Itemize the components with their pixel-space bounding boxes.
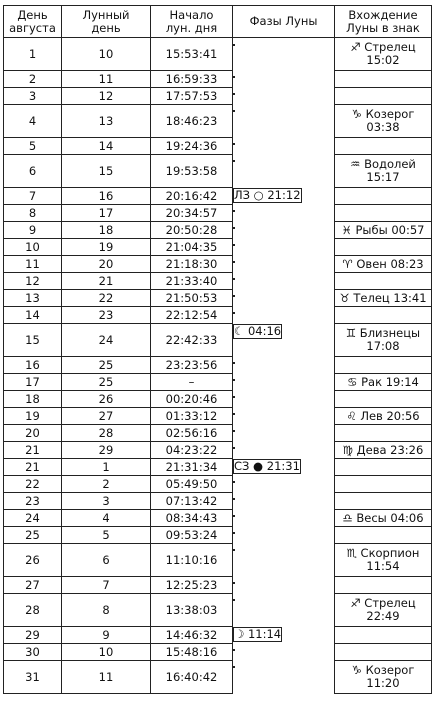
day-cell: 14 bbox=[4, 307, 62, 324]
header-sign bbox=[335, 6, 432, 38]
zodiac-entry-cell bbox=[335, 391, 432, 408]
day-cell: 16 bbox=[4, 357, 62, 374]
zodiac-entry-cell bbox=[335, 273, 432, 290]
header-lunar-line1: Лунный bbox=[82, 8, 130, 22]
day-cell: 18 bbox=[4, 391, 62, 408]
zodiac-entry-cell bbox=[335, 256, 432, 273]
day-cell: 26 bbox=[4, 544, 62, 577]
table-row bbox=[4, 188, 432, 205]
table-row bbox=[4, 324, 432, 357]
start-time-cell: 20:34:57 bbox=[151, 205, 233, 222]
moon-phase-cell bbox=[233, 244, 235, 246]
table-row bbox=[4, 71, 432, 88]
start-time-cell: 21:31:34 bbox=[151, 459, 233, 476]
table-body bbox=[4, 38, 432, 694]
start-time-cell: 19:24:36 bbox=[151, 138, 233, 155]
zodiac-entry-cell bbox=[335, 442, 432, 459]
header-sign-line1: Вхождение bbox=[348, 8, 418, 22]
zodiac-entry-cell bbox=[335, 476, 432, 493]
table-row bbox=[4, 425, 432, 442]
zodiac-entry-time: 15:17 bbox=[366, 170, 400, 184]
lunar-day-cell: 25 bbox=[62, 374, 151, 391]
day-cell: 30 bbox=[4, 644, 62, 661]
zodiac-entry-cell bbox=[335, 544, 432, 577]
moon-phase-cell bbox=[233, 396, 235, 398]
moon-phase-cell bbox=[233, 93, 235, 95]
moon-phase-cell bbox=[233, 362, 235, 364]
moon-phase-cell bbox=[233, 44, 235, 46]
day-cell: 4 bbox=[4, 105, 62, 138]
header-day-line2: августа bbox=[9, 20, 56, 35]
moon-phase-cell bbox=[233, 413, 235, 415]
zodiac-entry-time: 11:54 bbox=[366, 559, 400, 573]
zodiac-entry-cell bbox=[335, 307, 432, 324]
table-row bbox=[4, 459, 432, 476]
lunar-day-cell: 16 bbox=[62, 188, 151, 205]
start-time-cell: – bbox=[151, 374, 233, 391]
zodiac-sign-label: ♐ Стрелец bbox=[350, 596, 416, 610]
day-cell: 20 bbox=[4, 425, 62, 442]
table-row bbox=[4, 577, 432, 594]
zodiac-entry-cell bbox=[335, 661, 432, 694]
moon-phase-cell bbox=[233, 582, 235, 584]
start-time-cell: 04:23:22 bbox=[151, 442, 233, 459]
table-row bbox=[4, 38, 432, 71]
moon-phase-cell: ЛЗ ○ 21:12 bbox=[234, 187, 301, 202]
zodiac-entry-cell bbox=[335, 594, 432, 627]
zodiac-entry-cell bbox=[335, 374, 432, 391]
zodiac-sign-label: ♍ Дева 23:26 bbox=[342, 442, 424, 457]
zodiac-entry-cell bbox=[335, 644, 432, 661]
header-day bbox=[4, 6, 62, 38]
start-time-cell: 11:10:16 bbox=[151, 544, 233, 577]
moon-phase-cell bbox=[233, 515, 235, 517]
moon-phase-cell bbox=[233, 666, 235, 668]
moon-phase-cell bbox=[233, 76, 235, 78]
day-cell: 9 bbox=[4, 222, 62, 239]
start-time-cell: 18:46:23 bbox=[151, 105, 233, 138]
zodiac-entry-cell bbox=[335, 357, 432, 374]
start-time-cell: 15:53:41 bbox=[151, 38, 233, 71]
zodiac-entry-cell bbox=[335, 459, 432, 476]
zodiac-sign-label: ♒ Водолей bbox=[350, 157, 416, 171]
moon-phase-cell bbox=[233, 599, 235, 601]
moon-phase-cell bbox=[233, 498, 235, 500]
lunar-day-cell: 26 bbox=[62, 391, 151, 408]
table-row bbox=[4, 627, 432, 644]
day-cell: 23 bbox=[4, 493, 62, 510]
zodiac-entry-cell bbox=[335, 408, 432, 425]
lunar-day-cell: 28 bbox=[62, 425, 151, 442]
lunar-day-cell: 21 bbox=[62, 273, 151, 290]
start-time-cell: 00:20:46 bbox=[151, 391, 233, 408]
moon-phase-cell bbox=[233, 549, 235, 551]
zodiac-entry-time: 15:02 bbox=[366, 53, 400, 67]
moon-phase-cell bbox=[233, 110, 235, 112]
lunar-day-cell: 24 bbox=[62, 324, 151, 357]
table-row bbox=[4, 357, 432, 374]
lunar-day-cell: 17 bbox=[62, 205, 151, 222]
lunar-day-cell: 11 bbox=[62, 661, 151, 694]
day-cell: 5 bbox=[4, 138, 62, 155]
table-row bbox=[4, 442, 432, 459]
lunar-day-cell: 4 bbox=[62, 510, 151, 527]
table-row bbox=[4, 644, 432, 661]
table-row bbox=[4, 138, 432, 155]
table-row bbox=[4, 88, 432, 105]
lunar-day-cell: 22 bbox=[62, 290, 151, 307]
zodiac-entry-cell bbox=[335, 425, 432, 442]
table-row bbox=[4, 408, 432, 425]
start-time-cell: 08:34:43 bbox=[151, 510, 233, 527]
zodiac-sign-label: ♑ Козерог bbox=[351, 663, 415, 677]
start-time-cell: 21:33:40 bbox=[151, 273, 233, 290]
start-time-cell: 15:48:16 bbox=[151, 644, 233, 661]
lunar-day-cell: 6 bbox=[62, 544, 151, 577]
lunar-day-cell: 7 bbox=[62, 577, 151, 594]
table-row bbox=[4, 105, 432, 138]
lunar-day-cell: 23 bbox=[62, 307, 151, 324]
lunar-day-cell: 1 bbox=[62, 459, 151, 476]
table-row bbox=[4, 493, 432, 510]
zodiac-sign-label: ♑ Козерог bbox=[351, 107, 415, 121]
zodiac-sign-label: ♌ Лев 20:56 bbox=[346, 408, 420, 423]
zodiac-entry-cell bbox=[335, 577, 432, 594]
moon-phase-cell bbox=[233, 278, 235, 280]
lunar-day-cell: 12 bbox=[62, 88, 151, 105]
header-start-line2: лун. дня bbox=[165, 20, 218, 35]
lunar-day-cell: 29 bbox=[62, 442, 151, 459]
moon-phase-cell bbox=[233, 261, 235, 263]
zodiac-entry-time: 17:08 bbox=[366, 339, 400, 353]
table-row bbox=[4, 222, 432, 239]
day-cell: 28 bbox=[4, 594, 62, 627]
header-phase-line1: Фазы Луны bbox=[249, 14, 318, 29]
start-time-cell: 22:12:54 bbox=[151, 307, 233, 324]
zodiac-entry-cell bbox=[335, 239, 432, 256]
start-time-cell: 01:33:12 bbox=[151, 408, 233, 425]
start-time-cell: 09:53:24 bbox=[151, 527, 233, 544]
start-time-cell: 20:16:42 bbox=[151, 188, 233, 205]
zodiac-entry-cell bbox=[335, 205, 432, 222]
zodiac-entry-cell bbox=[335, 88, 432, 105]
header-start-line1: Начало bbox=[169, 8, 214, 22]
day-cell: 25 bbox=[4, 527, 62, 544]
header-day-line1: День bbox=[17, 8, 48, 22]
start-time-cell: 23:23:56 bbox=[151, 357, 233, 374]
table-header bbox=[4, 6, 432, 38]
start-time-cell: 19:53:58 bbox=[151, 155, 233, 188]
moon-phase-cell bbox=[233, 379, 235, 381]
zodiac-entry-time: 03:38 bbox=[366, 120, 400, 134]
table-row bbox=[4, 661, 432, 694]
table-row bbox=[4, 391, 432, 408]
table-row bbox=[4, 290, 432, 307]
lunar-day-cell: 2 bbox=[62, 476, 151, 493]
zodiac-entry-cell bbox=[335, 324, 432, 357]
header-phase bbox=[233, 6, 335, 38]
moon-phase-cell bbox=[233, 649, 235, 651]
header-lunar-line2: день bbox=[91, 20, 121, 35]
day-cell: 21 bbox=[4, 459, 62, 476]
lunar-day-cell: 20 bbox=[62, 256, 151, 273]
table-row bbox=[4, 544, 432, 577]
table-row bbox=[4, 374, 432, 391]
lunar-day-cell: 5 bbox=[62, 527, 151, 544]
moon-phase-cell: ☽ 11:14 bbox=[234, 626, 282, 641]
zodiac-entry-cell bbox=[335, 290, 432, 307]
zodiac-entry-cell bbox=[335, 188, 432, 205]
moon-phase-cell: ☾ 04:16 bbox=[234, 323, 282, 338]
lunar-day-cell: 27 bbox=[62, 408, 151, 425]
zodiac-entry-time: 22:49 bbox=[366, 609, 400, 623]
moon-phase-cell bbox=[233, 312, 235, 314]
zodiac-entry-cell bbox=[335, 627, 432, 644]
zodiac-sign-label: ♋ Рак 19:14 bbox=[347, 374, 419, 389]
zodiac-entry-cell bbox=[335, 222, 432, 239]
moon-phase-cell: СЗ ● 21:31 bbox=[234, 458, 300, 473]
zodiac-entry-cell bbox=[335, 38, 432, 71]
day-cell: 21 bbox=[4, 442, 62, 459]
day-cell: 17 bbox=[4, 374, 62, 391]
day-cell: 2 bbox=[4, 71, 62, 88]
lunar-calendar-table bbox=[3, 5, 432, 694]
table-row bbox=[4, 239, 432, 256]
table-row bbox=[4, 594, 432, 627]
table-row bbox=[4, 205, 432, 222]
start-time-cell: 21:04:35 bbox=[151, 239, 233, 256]
moon-phase-cell bbox=[233, 227, 235, 229]
start-time-cell: 21:18:30 bbox=[151, 256, 233, 273]
lunar-day-cell: 25 bbox=[62, 357, 151, 374]
header-start bbox=[151, 6, 233, 38]
zodiac-sign-label: ♓ Рыбы 00:57 bbox=[341, 222, 425, 237]
lunar-day-cell: 18 bbox=[62, 222, 151, 239]
start-time-cell: 12:25:23 bbox=[151, 577, 233, 594]
moon-phase-cell bbox=[233, 430, 235, 432]
table-row bbox=[4, 256, 432, 273]
day-cell: 12 bbox=[4, 273, 62, 290]
header-sign-line2: Луны в знак bbox=[346, 20, 420, 35]
zodiac-entry-cell bbox=[335, 105, 432, 138]
day-cell: 7 bbox=[4, 188, 62, 205]
day-cell: 6 bbox=[4, 155, 62, 188]
table-row bbox=[4, 155, 432, 188]
zodiac-entry-cell bbox=[335, 510, 432, 527]
zodiac-sign-label: ♐ Стрелец bbox=[350, 40, 416, 54]
lunar-day-cell: 11 bbox=[62, 71, 151, 88]
start-time-cell: 07:13:42 bbox=[151, 493, 233, 510]
start-time-cell: 16:59:33 bbox=[151, 71, 233, 88]
start-time-cell: 16:40:42 bbox=[151, 661, 233, 694]
zodiac-sign-label: ♊ Близнецы bbox=[345, 326, 421, 340]
lunar-day-cell: 15 bbox=[62, 155, 151, 188]
table-row bbox=[4, 273, 432, 290]
zodiac-sign-label: ♈ Овен 08:23 bbox=[342, 256, 424, 271]
day-cell: 19 bbox=[4, 408, 62, 425]
lunar-day-cell: 14 bbox=[62, 138, 151, 155]
table-row bbox=[4, 527, 432, 544]
zodiac-entry-cell bbox=[335, 527, 432, 544]
moon-phase-cell bbox=[233, 481, 235, 483]
lunar-day-cell: 13 bbox=[62, 105, 151, 138]
zodiac-sign-label: ♉ Телец 13:41 bbox=[339, 290, 427, 305]
day-cell: 31 bbox=[4, 661, 62, 694]
zodiac-entry-time: 11:20 bbox=[366, 676, 400, 690]
lunar-day-cell: 9 bbox=[62, 627, 151, 644]
moon-phase-cell bbox=[233, 160, 235, 162]
moon-phase-cell bbox=[233, 447, 235, 449]
start-time-cell: 21:50:53 bbox=[151, 290, 233, 307]
lunar-day-cell: 3 bbox=[62, 493, 151, 510]
start-time-cell: 17:57:53 bbox=[151, 88, 233, 105]
day-cell: 29 bbox=[4, 627, 62, 644]
start-time-cell: 22:42:33 bbox=[151, 324, 233, 357]
table-row bbox=[4, 476, 432, 493]
start-time-cell: 05:49:50 bbox=[151, 476, 233, 493]
day-cell: 1 bbox=[4, 38, 62, 71]
start-time-cell: 20:50:28 bbox=[151, 222, 233, 239]
table-row bbox=[4, 307, 432, 324]
day-cell: 13 bbox=[4, 290, 62, 307]
zodiac-entry-cell bbox=[335, 71, 432, 88]
day-cell: 27 bbox=[4, 577, 62, 594]
zodiac-sign-label: ♎ Весы 04:06 bbox=[342, 510, 424, 525]
lunar-day-cell: 10 bbox=[62, 38, 151, 71]
moon-phase-cell bbox=[233, 532, 235, 534]
moon-phase-cell bbox=[233, 210, 235, 212]
moon-phase-cell bbox=[233, 143, 235, 145]
zodiac-entry-cell bbox=[335, 138, 432, 155]
day-cell: 10 bbox=[4, 239, 62, 256]
day-cell: 3 bbox=[4, 88, 62, 105]
table-row bbox=[4, 510, 432, 527]
start-time-cell: 14:46:32 bbox=[151, 627, 233, 644]
zodiac-sign-label: ♏ Скорпион bbox=[346, 546, 420, 560]
lunar-day-cell: 8 bbox=[62, 594, 151, 627]
lunar-day-cell: 10 bbox=[62, 644, 151, 661]
start-time-cell: 02:56:16 bbox=[151, 425, 233, 442]
lunar-day-cell: 19 bbox=[62, 239, 151, 256]
zodiac-entry-cell bbox=[335, 155, 432, 188]
moon-phase-cell bbox=[233, 295, 235, 297]
day-cell: 22 bbox=[4, 476, 62, 493]
header-lunar-day bbox=[62, 6, 151, 38]
zodiac-entry-cell bbox=[335, 493, 432, 510]
day-cell: 11 bbox=[4, 256, 62, 273]
day-cell: 15 bbox=[4, 324, 62, 357]
start-time-cell: 13:38:03 bbox=[151, 594, 233, 627]
day-cell: 24 bbox=[4, 510, 62, 527]
day-cell: 8 bbox=[4, 205, 62, 222]
